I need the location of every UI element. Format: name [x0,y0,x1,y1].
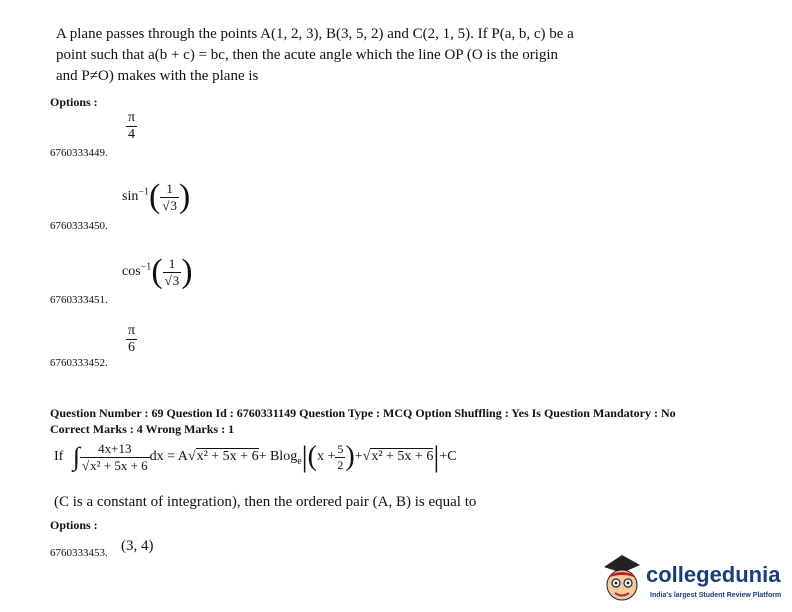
integral-sign-icon: ∫ [72,442,80,471]
brand-tagline: India's largest Student Review Platform [650,592,782,599]
left-paren-icon: ( [307,441,317,472]
brand-mascot-icon [600,553,640,605]
fraction-numerator: 1 [168,255,176,271]
integrand-denominator: √x² + 5x + 6 [81,457,148,473]
question-line-1: A plane passes through the points A(1, 2, 3), B(3, 5, 2) and C(2, 1, 5). If P(a, b, c) be a [56,26,574,42]
fraction-numerator: 5 [337,441,344,456]
right-paren-icon: ) [178,178,191,215]
option-1-math [126,110,137,143]
abs-bar-right-icon: | [433,440,440,473]
integral-equation [54,440,457,474]
fraction [160,181,179,214]
option-1-id: 6760333449. [50,147,108,159]
if-label: If [54,449,64,465]
fraction-denominator: 2 [337,457,344,472]
question-meta-line-1: Question Number : 69 Question Id : 6760331149 Question Type : MCQ Option Shuffling : Yes Is Question Mandatory : No [50,406,676,420]
sqrt-term: √x² + 5x + 6 [187,449,259,465]
fraction-numerator: π [128,323,136,338]
function-power: −1 [138,186,149,198]
fraction-numerator: 1 [166,180,173,196]
question-meta-line-2: Correct Marks : 4 Wrong Marks : 1 [50,422,235,436]
brand-logo: collegedunia [646,562,781,587]
options-label: Options : [50,95,98,109]
left-paren-icon: ( [151,253,163,290]
sqrt-radicand: x² + 5x + 6 [196,449,259,465]
rhs-part-1: dx = A [149,449,188,465]
question-line-2: point such that a(b + c) = bc, then the acute angle which the line OP (O is the origin [56,47,559,63]
option-4-math [126,323,137,356]
integrand-fraction [80,441,150,474]
option-5-id: 6760333453. [50,547,108,559]
question-meta [50,405,750,437]
option-3-id: 6760333451. [50,294,108,306]
right-paren-icon: ) [345,441,355,472]
sqrt-radicand: x² + 5x + 6 [90,457,148,473]
abs-inner-x: x + [317,449,336,465]
fraction-denominator: 4 [126,126,137,143]
fraction [163,256,182,289]
abs-fraction [335,442,345,473]
log-base: e [297,456,302,468]
option-4-id: 6760333452. [50,357,108,369]
function-power: −1 [140,261,152,273]
sqrt-radicand: 3 [172,272,180,288]
question-text [56,24,586,87]
option-2-math [122,180,190,214]
function-name: cos [122,264,141,280]
constant-term: +C [439,449,457,465]
abs-tail: + [354,449,363,465]
fraction [126,110,137,143]
fraction-denominator: 6 [126,339,137,356]
function-name: sin [122,189,139,205]
question-line-3: and P≠O) makes with the plane is [56,68,259,84]
fraction-numerator: π [128,110,136,125]
abs-bar-left-icon: | [301,440,308,473]
option-2-id: 6760333450. [50,220,108,232]
rhs-part-2: + Blog [258,449,298,465]
fraction-denominator: √3 [162,197,177,213]
sqrt-term-2: √x² + 5x + 6 [362,449,434,465]
left-paren-icon: ( [148,178,161,215]
sqrt-radicand: 3 [170,197,177,213]
option-5-value: (3, 4) [121,538,154,554]
option-3-math [122,255,193,289]
question-caption: (C is a constant of integration), then the ordered pair (A, B) is equal to [54,494,477,510]
options-label-2: Options : [50,518,98,532]
sqrt-radicand: x² + 5x + 6 [371,449,434,465]
fraction [126,323,137,356]
integrand-numerator: 4x+13 [98,440,132,456]
fraction-denominator: √3 [164,272,180,288]
right-paren-icon: ) [181,253,193,290]
